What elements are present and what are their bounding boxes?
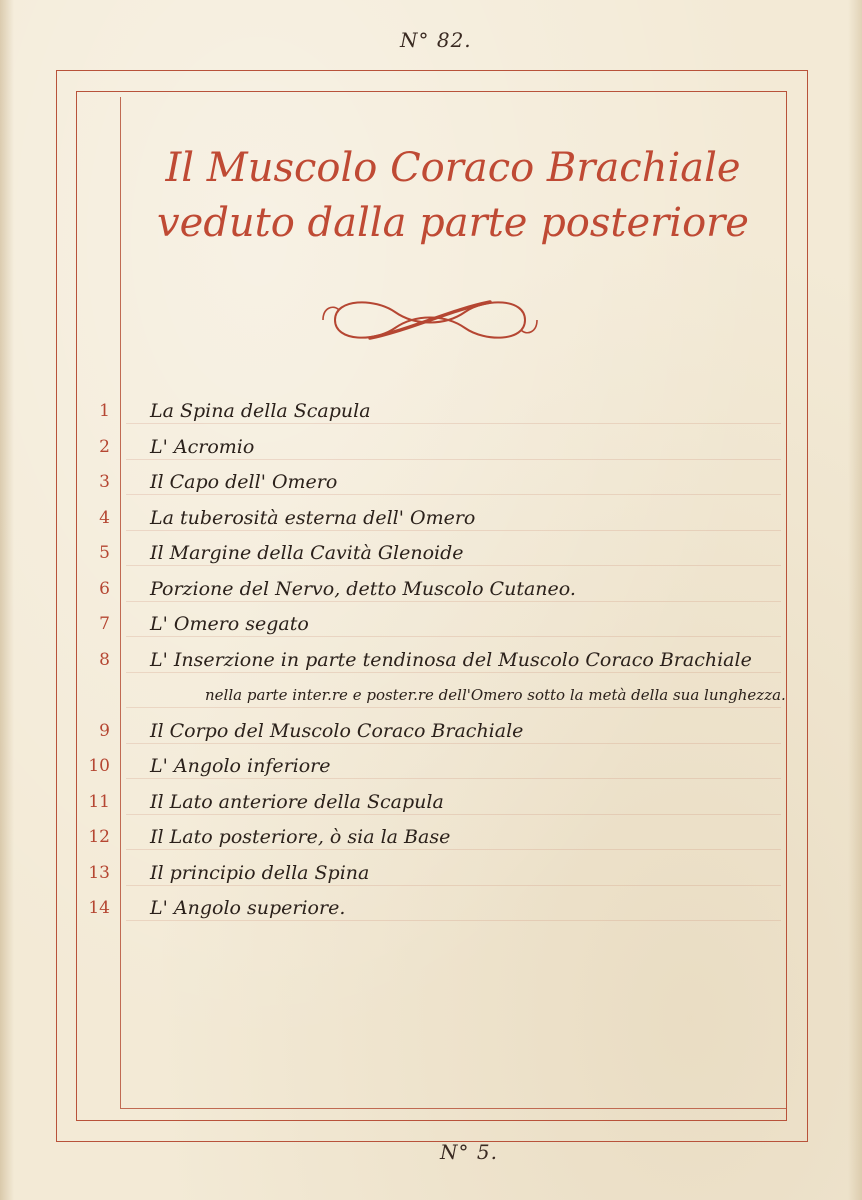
bottom-text-rule [120,1108,786,1109]
legend-text: Il Margine della Cavità Glenoide [150,542,464,564]
legend-number: 5 [99,543,110,563]
ruled-guide-line [126,636,781,637]
legend-text: L' Angolo superiore. [150,897,346,919]
legend-number: 7 [99,614,110,634]
legend-text: La Spina della Scapula [150,400,371,422]
legend-text: L' Inserzione in parte tendinosa del Muscolo Coraco Brachiale [150,648,752,671]
legend-number: 14 [88,898,110,918]
legend-number: 11 [88,791,110,812]
legend-text: Il Capo dell' Omero [150,471,338,493]
folio-number-top: N° 82. [400,28,472,52]
page-title-line-2: veduto dalla parte posteriore [157,200,749,246]
legend-number: 4 [99,507,110,528]
legend-number: 10 [88,756,110,776]
legend-number: 2 [99,436,110,457]
ruled-guide-line [126,530,781,531]
legend-text: Il principio della Spina [150,861,370,884]
legend-number: 1 [99,401,110,421]
ruled-guide-line [126,672,781,673]
legend-text: L' Acromio [150,435,255,458]
legend-number: 12 [88,827,110,847]
legend-text: La tuberosità esterna dell' Omero [150,506,476,529]
ruled-guide-line [126,707,781,708]
ruled-guide-line [126,459,781,460]
ruled-guide-line [126,814,781,815]
legend-number: 3 [99,472,110,492]
legend-number: 13 [88,862,110,883]
legend-text: Il Corpo del Muscolo Coraco Brachiale [150,719,524,742]
ruled-guide-line [126,920,781,921]
paper-edge-shade-right [848,0,862,1200]
legend-text: Porzione del Nervo, detto Muscolo Cutaneo. [150,577,576,600]
legend-text: L' Omero segato [150,613,309,635]
ruled-guide-line [126,565,781,566]
ruled-guide-line [126,849,781,850]
legend-text: Il Lato anteriore della Scapula [150,790,444,813]
left-margin-rule [120,97,121,1109]
ruled-guide-line [126,743,781,744]
legend-text: Il Lato posteriore, ò sia la Base [150,826,451,848]
paper-edge-shade-left [0,0,14,1200]
ruled-guide-line [126,494,781,495]
flourish-icon [315,290,545,350]
ruled-guide-line [126,601,781,602]
legend-text-continuation: nella parte inter.re e poster.re dell'Omero sotto la metà della sua lunghezza. [205,686,786,704]
legend-number: 9 [99,720,110,741]
ruled-guide-line [126,885,781,886]
ruled-guide-line [126,778,781,779]
folio-number-bottom: N° 5. [440,1140,498,1164]
legend-text: L' Angolo inferiore [150,755,331,777]
page-title-line-1: Il Muscolo Coraco Brachiale [165,145,741,191]
ruled-guide-line [126,423,781,424]
legend-number: 8 [99,649,110,670]
legend-number: 6 [99,578,110,599]
